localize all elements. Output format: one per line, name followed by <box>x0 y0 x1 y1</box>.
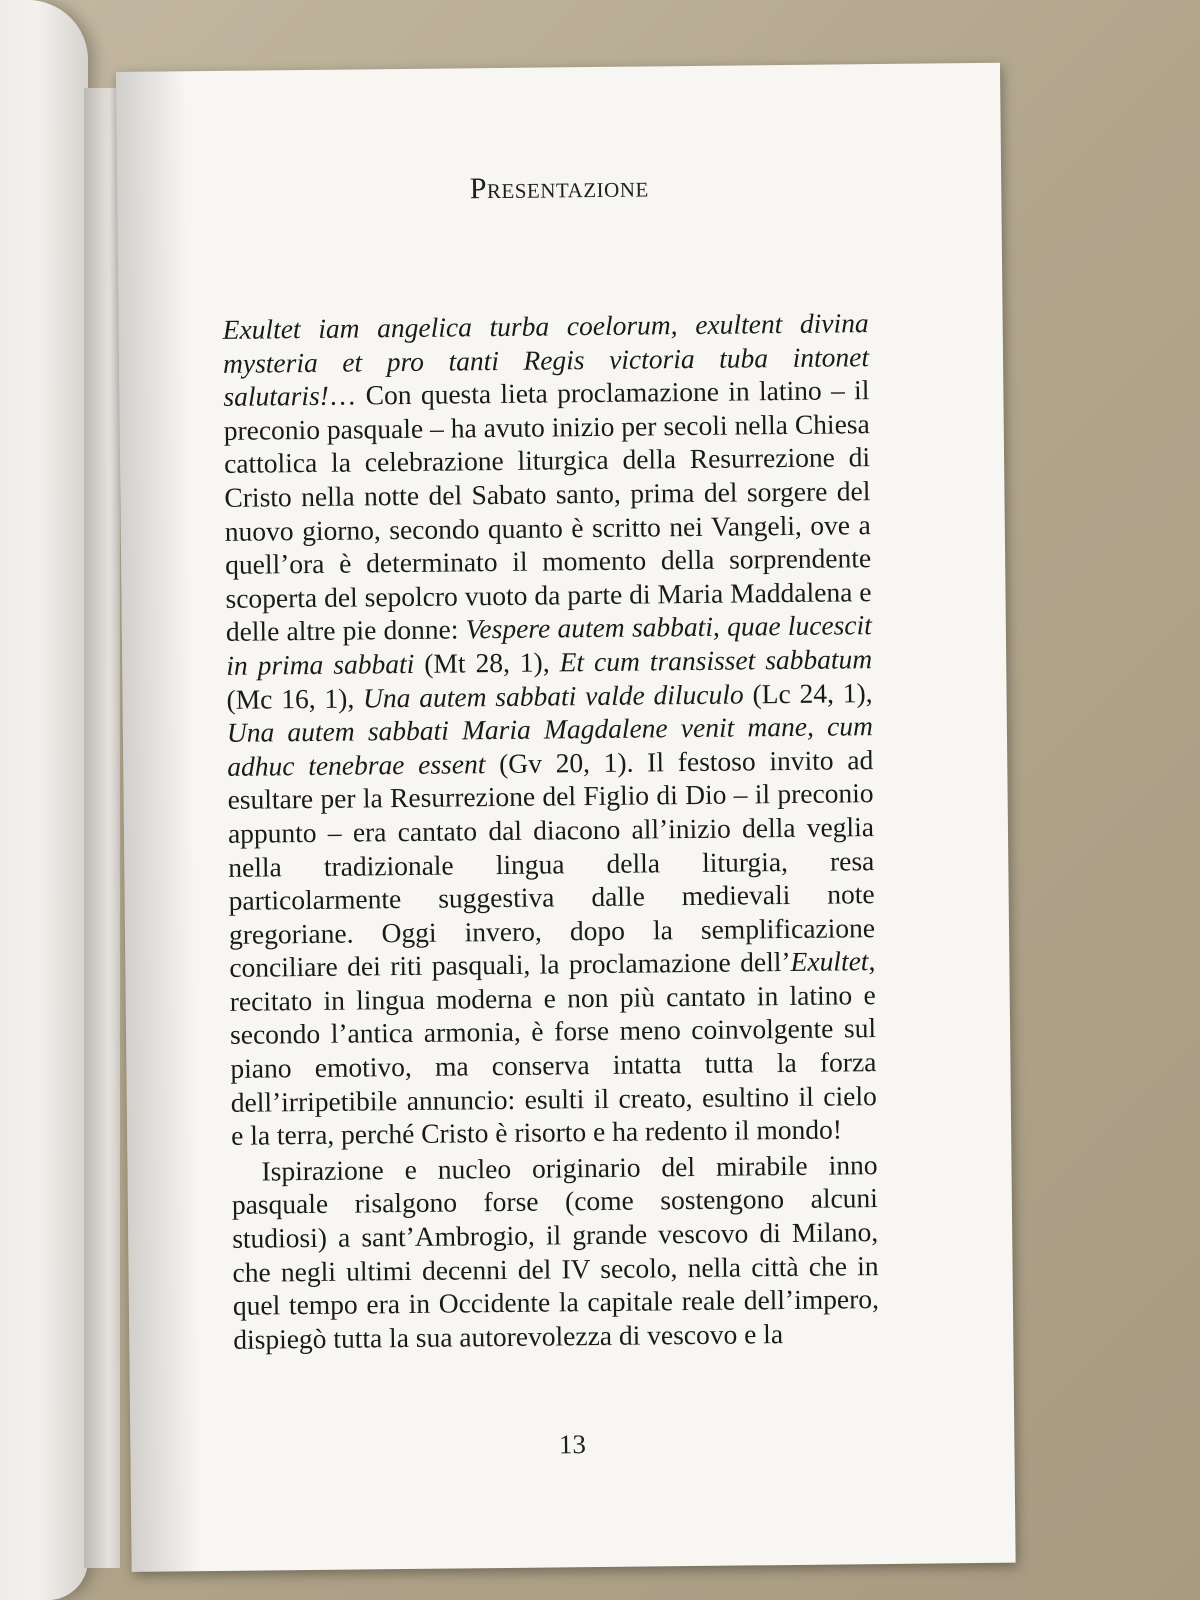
gutter-shadow <box>116 71 202 1572</box>
chapter-heading: Presentazione <box>469 170 649 206</box>
paragraph-1: Exultet iam angelica turba coelorum, exultent divina mysteria et pro tanti Regis victoria tuba intonet salutaris!… Con questa lieta proclamazione in latino – il preconio pasquale – ha avuto inizio per secoli nella Chiesa cattolica la celebrazione liturgica della Resurrezione di Cristo nella notte del Sabato santo, prima del sorgere del nuovo giorno, secondo quanto è scritto nei Vangeli, ove a quell’ora è determinato il momento della sorprendente scoperta del sepolcro vuoto da parte di Maria Maddalena e delle altre pie donne: Vespere autem sabbati, quae lucescit in prima sabbati (Mt 28, 1), Et cum transisset sabbatum (Mc 16, 1), Una autem sabbati valde diluculo (Lc 24, 1), Una autem sabbati Maria Magdalene venit mane, cum adhuc tenebrae essent (Gv 20, 1). Il festoso invito ad esultare per la Resurrezione del Figlio di Dio – il preconio appunto – era cantato dal diacono all’inizio della veglia nella tradizionale lingua della liturgia, resa particolarmente suggestiva dalle medievali note gregoriane. Oggi invero, dopo la semplificazione conciliare dei riti pasquali, la proclamazione dell’Exultet, recitato in lingua moderna e non più cantato in latino e secondo l’antica armonia, è forse meno coinvolgente sul piano emotivo, ma conserva intatta tutta la forza dell’irripetibile annuncio: esulti il creato, esultino il cielo e la terra, perché Cristo è risorto e ha redento il mondo! <box>222 307 877 1152</box>
book-page <box>116 63 1016 1572</box>
body-text <box>223 306 880 1356</box>
page-stack <box>84 88 120 1568</box>
paragraph-2: Ispirazione e nucleo originario del mirabile inno pasquale risalgono forse (come sostengono alcuni studiosi) a sant’Ambrogio, il grande vescovo di Milano, che negli ultimi decenni del IV secolo, nella città che in quel tempo era in Occidente la capitale reale dell’impero, dispiegò tutta la sua autorevolezza di vescovo e la <box>231 1148 880 1355</box>
left-page-edge <box>0 0 88 1600</box>
page-number: 13 <box>558 1429 587 1460</box>
